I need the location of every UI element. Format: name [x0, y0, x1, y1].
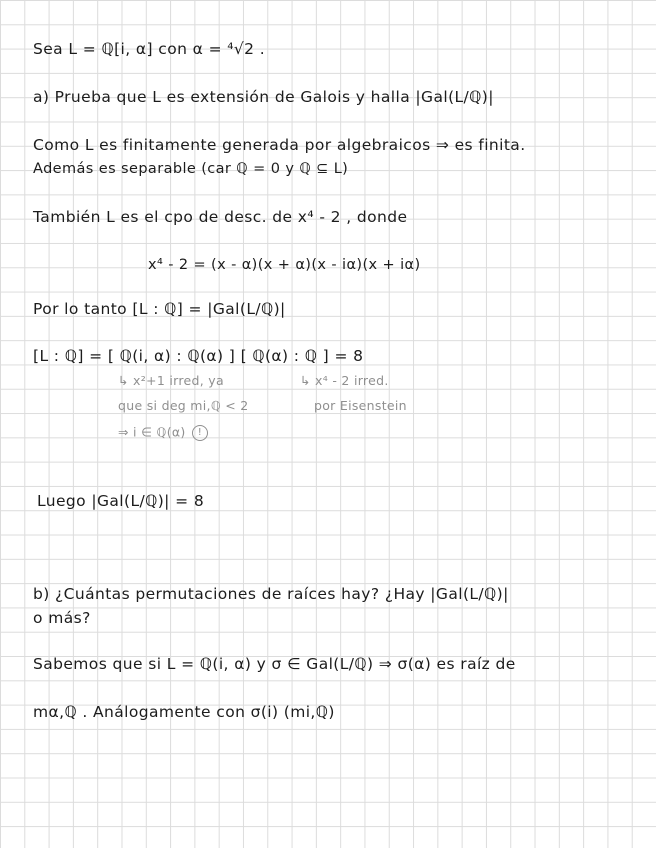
factorization-line: x⁴ - 2 = (x - α)(x + α)(x - iα)(x + iα) — [148, 257, 421, 273]
minimal-polynomial-line: mα,ℚ . Análogamente con σ(i) (mi,ℚ) — [33, 703, 335, 721]
note-contradiction-text: ⇒ i ∈ ℚ(α) — [118, 424, 186, 440]
note-irreducible-x4: ↳ x⁴ - 2 irred. — [300, 373, 389, 388]
automorphism-line: Sabemos que si L = ℚ(i, α) y σ ∈ Gal(L/ℚ) ⇒ σ(α) es raíz de — [33, 655, 516, 673]
separable-line: Además es separable (car ℚ = 0 y ℚ ⊆ L) — [33, 161, 349, 177]
note-degree-condition: que si deg mi,ℚ < 2 — [118, 398, 249, 413]
finite-line: Como L es finitamente generada por algebraicos ⇒ es finita. — [33, 136, 526, 154]
degree-equals-order-line: Por lo tanto [L : ℚ] = |Gal(L/ℚ)| — [33, 300, 286, 318]
part-b-question: b) ¿Cuántas permutaciones de raíces hay? ¿Hay |Gal(L/ℚ)| — [33, 585, 509, 603]
note-contradiction — [118, 425, 208, 441]
definition-line: Sea L = ℚ[i, α] con α = ⁴√2 . — [33, 40, 266, 58]
splitting-field-line: También L es el cpo de desc. de x⁴ - 2 , donde — [33, 208, 408, 226]
tower-degree-line: [L : ℚ] = [ ℚ(i, α) : ℚ(α) ] [ ℚ(α) : ℚ ] = 8 — [33, 347, 364, 365]
exclamation-circle-icon: ! — [192, 425, 208, 441]
galois-order-result: Luego |Gal(L/ℚ)| = 8 — [37, 492, 205, 510]
part-a-title: a) Prueba que L es extensión de Galois y halla |Gal(L/ℚ)| — [33, 88, 494, 106]
note-irreducible-x2: ↳ x²+1 irred, ya — [118, 373, 224, 388]
note-eisenstein: por Eisenstein — [314, 398, 407, 413]
part-b-question-cont: o más? — [33, 609, 91, 627]
